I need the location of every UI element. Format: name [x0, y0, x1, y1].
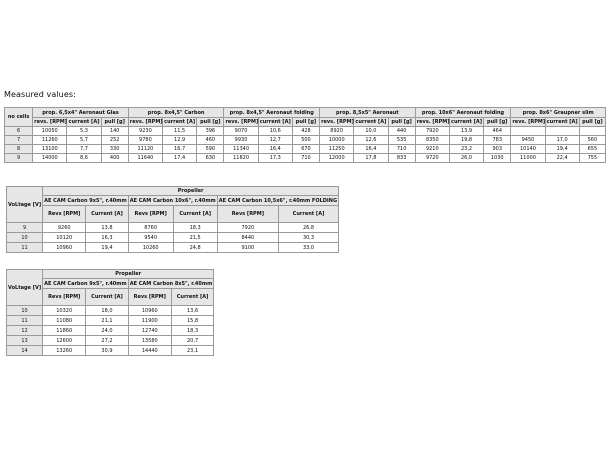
table-cell: 27,2 — [86, 336, 128, 346]
table-cell: 9100 — [217, 243, 278, 253]
table-cell: 33,0 — [278, 243, 338, 253]
table-cell: 8920 — [320, 127, 354, 136]
page-heading: Measured values: — [4, 90, 76, 99]
table-cell: 7,7 — [67, 145, 101, 154]
row-label: 7 — [5, 136, 33, 145]
table-cell: 8760 — [128, 223, 173, 233]
current-header: current [A] — [451, 119, 483, 125]
prop-header: prop. 8x4,5" Aeronaut folding — [224, 108, 320, 118]
table-cell: 535 — [388, 136, 415, 145]
table-cell: 20,7 — [171, 336, 213, 346]
table-cell: 1030 — [484, 154, 511, 163]
table-cell: 24,0 — [86, 326, 128, 336]
current-header: current [A] — [546, 119, 578, 125]
current-header: current [A] — [164, 119, 196, 125]
table-cell: 7920 — [415, 127, 449, 136]
table-cell: 330 — [101, 145, 128, 154]
prop-header: prop. 10x6" Aeronaut folding — [415, 108, 511, 118]
table-cell: 5,7 — [67, 136, 101, 145]
propeller-caption: Propeller — [43, 270, 214, 279]
table-cell: 10050 — [33, 127, 67, 136]
table-cell: 17,3 — [258, 154, 292, 163]
pull-header: pull [g] — [484, 118, 511, 127]
table-cell: 24,8 — [173, 243, 217, 253]
measured-values-table — [4, 107, 606, 163]
revs-header: Revs [RPM] — [128, 289, 171, 306]
row-label: 11 — [7, 316, 43, 326]
table-cell: 560 — [579, 136, 605, 145]
table-row — [7, 306, 214, 316]
row-label: 14 — [7, 346, 43, 356]
table-cell: 9210 — [415, 145, 449, 154]
table-row — [5, 154, 606, 163]
table-cell: 9930 — [224, 136, 258, 145]
table-cell: 11640 — [128, 154, 162, 163]
table-row — [7, 223, 339, 233]
table-cell: 833 — [388, 154, 415, 163]
prop-header: AE CAM Carbon 8x5", r.40mm — [129, 280, 213, 287]
pull-header: pull [g] — [197, 118, 224, 127]
table-cell: 440 — [388, 127, 415, 136]
table-cell: 30,9 — [86, 346, 128, 356]
prop-header: prop. 8x4,5" Carbon — [128, 108, 224, 118]
propeller-caption: Propeller — [43, 187, 339, 196]
table-cell: 710 — [292, 154, 319, 163]
propeller-table-a — [6, 186, 339, 253]
table-cell: 12,7 — [258, 136, 292, 145]
table-cell: 18,3 — [173, 223, 217, 233]
table-cell: 11120 — [128, 145, 162, 154]
table-cell: 11900 — [128, 316, 171, 326]
table-cell: 10120 — [43, 233, 86, 243]
table-cell: 10,6 — [258, 127, 292, 136]
revs-header: revs. [RPM] — [34, 119, 67, 125]
table-cell: 10140 — [511, 145, 545, 154]
table-cell: 16,4 — [354, 145, 388, 154]
voltage-header: VoLtage [V] — [7, 187, 43, 223]
table-cell: 12,9 — [163, 136, 197, 145]
revs-header: revs. [RPM] — [416, 119, 450, 125]
table-cell: 26,8 — [278, 223, 338, 233]
row-label: 10 — [7, 233, 43, 243]
table-cell: 26,0 — [449, 154, 483, 163]
table-cell: 10960 — [43, 243, 86, 253]
table-cell: 17,4 — [163, 154, 197, 163]
row-label: 9 — [5, 154, 33, 163]
row-label: 13 — [7, 336, 43, 346]
pull-header: pull [g] — [292, 118, 319, 127]
no-cells-header: no cells — [5, 108, 33, 127]
table-cell: 12600 — [43, 336, 86, 346]
table-cell: 710 — [388, 145, 415, 154]
revs-header: Revs [RPM] — [43, 206, 86, 223]
table-cell: 10,0 — [354, 127, 388, 136]
table-cell: 16,3 — [86, 233, 128, 243]
table-cell: 464 — [484, 127, 511, 136]
table-row — [5, 136, 606, 145]
pull-header: pull [g] — [101, 118, 128, 127]
propeller-table-b-body — [7, 306, 214, 356]
table-cell: 252 — [101, 136, 128, 145]
table-cell: 11860 — [43, 326, 86, 336]
row-label: 11 — [7, 243, 43, 253]
table-cell: 21,1 — [86, 316, 128, 326]
table-cell: 10960 — [128, 306, 171, 316]
table-cell: 11260 — [33, 136, 67, 145]
table-cell: 21,5 — [173, 233, 217, 243]
table-cell: 19,4 — [86, 243, 128, 253]
table-cell: 9230 — [128, 127, 162, 136]
table-cell: 18,3 — [171, 326, 213, 336]
table-row — [7, 233, 339, 243]
prop-header: prop. 8x6" Graupner slim — [511, 108, 606, 118]
current-header: current [A] — [259, 119, 291, 125]
pull-header: pull [g] — [388, 118, 415, 127]
table-cell: 14440 — [128, 346, 171, 356]
measured-values-body — [5, 127, 606, 163]
table-cell: 11,5 — [163, 127, 197, 136]
current-header: Current [A] — [86, 206, 128, 223]
table-cell: 396 — [197, 127, 224, 136]
table-cell: 11080 — [43, 316, 86, 326]
table-cell: 17,0 — [545, 136, 579, 145]
table-cell: 13260 — [43, 346, 86, 356]
current-header: current [A] — [355, 119, 387, 125]
prop-header: AE CAM Carbon 9x5", r.40mm — [44, 197, 127, 204]
table-cell: 10000 — [320, 136, 354, 145]
table-cell: 16,4 — [258, 145, 292, 154]
table-cell: 11340 — [224, 145, 258, 154]
table-cell: 18,0 — [86, 306, 128, 316]
table-cell: 5,3 — [67, 127, 101, 136]
table-cell: 11820 — [224, 154, 258, 163]
table-cell — [511, 127, 545, 136]
table-cell: 9450 — [511, 136, 545, 145]
table-cell: 7920 — [217, 223, 278, 233]
row-label: 6 — [5, 127, 33, 136]
table-cell: 13,8 — [86, 223, 128, 233]
table-cell: 9780 — [128, 136, 162, 145]
row-label: 9 — [7, 223, 43, 233]
table-row — [7, 326, 214, 336]
table-cell: 500 — [292, 136, 319, 145]
table-cell: 630 — [197, 154, 224, 163]
table-row — [7, 336, 214, 346]
table-cell: 400 — [101, 154, 128, 163]
table-cell — [545, 127, 579, 136]
table-cell: 12,6 — [354, 136, 388, 145]
current-header: Current [A] — [171, 289, 213, 306]
revs-header: revs. [RPM] — [321, 119, 354, 125]
table-cell: 460 — [197, 136, 224, 145]
table-cell: 19,8 — [449, 136, 483, 145]
table-cell: 9720 — [415, 154, 449, 163]
table-cell: 783 — [484, 136, 511, 145]
table-cell: 140 — [101, 127, 128, 136]
revs-header: revs. [RPM] — [129, 119, 163, 125]
table-cell: 11250 — [320, 145, 354, 154]
table-cell: 23,1 — [171, 346, 213, 356]
revs-header: revs. [RPM] — [512, 119, 546, 125]
current-header: Current [A] — [86, 289, 128, 306]
table-cell: 16,7 — [163, 145, 197, 154]
table-cell: 13,6 — [171, 306, 213, 316]
table-cell: 10260 — [128, 243, 173, 253]
table-cell: 15,8 — [171, 316, 213, 326]
table-row — [5, 127, 606, 136]
row-label: 8 — [5, 145, 33, 154]
table-cell: 14000 — [33, 154, 67, 163]
row-label: 12 — [7, 326, 43, 336]
pull-header: pull [g] — [579, 118, 605, 127]
table-row — [7, 346, 214, 356]
table-cell: 10320 — [43, 306, 86, 316]
table-cell: 8350 — [415, 136, 449, 145]
table-cell — [579, 127, 605, 136]
table-cell: 13,9 — [449, 127, 483, 136]
prop-header: prop. 8,5x5" Aeronaut — [320, 108, 416, 118]
table-row — [7, 243, 339, 253]
table-cell: 755 — [579, 154, 605, 163]
propeller-table-b — [6, 269, 214, 356]
prop-header: AE CAM Carbon 10x6", r.40mm — [129, 197, 216, 204]
table-cell: 19,4 — [545, 145, 579, 154]
table-cell: 12000 — [320, 154, 354, 163]
table-cell: 9260 — [43, 223, 86, 233]
table-cell: 17,8 — [354, 154, 388, 163]
table-cell: 13580 — [128, 336, 171, 346]
table-cell: 9070 — [224, 127, 258, 136]
revs-header: Revs [RPM] — [217, 206, 278, 223]
revs-header: revs. [RPM] — [225, 119, 259, 125]
table-cell: 13100 — [33, 145, 67, 154]
prop-header: AE CAM Carbon 9x5", r.40mm — [44, 280, 127, 287]
table-cell: 30,3 — [278, 233, 338, 243]
table-cell: 903 — [484, 145, 511, 154]
current-header: current [A] — [68, 119, 100, 125]
table-cell: 8,6 — [67, 154, 101, 163]
table-cell: 22,4 — [545, 154, 579, 163]
voltage-header: VoLtage [V] — [7, 270, 43, 306]
table-row — [5, 145, 606, 154]
prop-header: prop. 6,5x4" Aeronaut Glas — [33, 108, 129, 118]
prop-header: AE CAM Carbon 10,5x6", r.40mm FOLDING — [218, 197, 338, 204]
table-cell: 11000 — [511, 154, 545, 163]
table-cell: 8440 — [217, 233, 278, 243]
table-cell: 590 — [197, 145, 224, 154]
table-cell: 23,2 — [449, 145, 483, 154]
table-cell: 12740 — [128, 326, 171, 336]
row-label: 10 — [7, 306, 43, 316]
revs-header: Revs [RPM] — [43, 289, 86, 306]
current-header: Current [A] — [173, 206, 217, 223]
table-cell: 655 — [579, 145, 605, 154]
propeller-table-a-body — [7, 223, 339, 253]
table-cell: 428 — [292, 127, 319, 136]
revs-header: Revs [RPM] — [128, 206, 173, 223]
table-cell: 9540 — [128, 233, 173, 243]
table-cell: 670 — [292, 145, 319, 154]
table-row — [7, 316, 214, 326]
current-header: Current [A] — [278, 206, 338, 223]
